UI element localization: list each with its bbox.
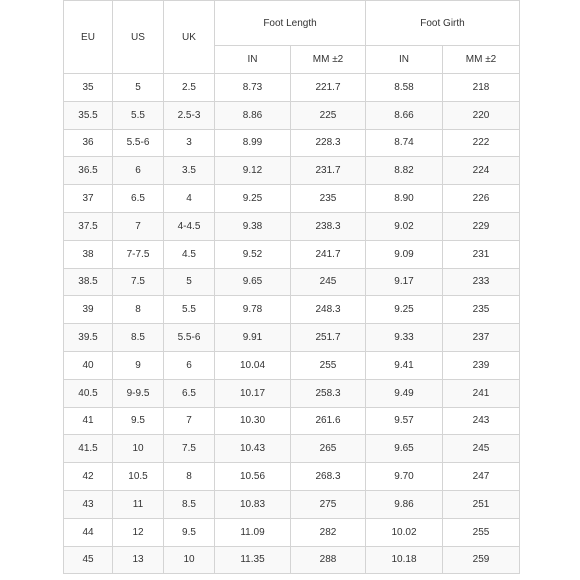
cell-eu: 35.5 bbox=[64, 101, 113, 129]
cell-us: 8 bbox=[113, 296, 164, 324]
cell-foot-girth-mm: 243 bbox=[443, 407, 520, 435]
cell-foot-girth-in: 9.86 bbox=[366, 490, 443, 518]
cell-foot-length-in: 10.83 bbox=[215, 490, 291, 518]
cell-foot-girth-in: 9.17 bbox=[366, 268, 443, 296]
cell-foot-girth-mm: 224 bbox=[443, 157, 520, 185]
cell-us: 5.5-6 bbox=[113, 129, 164, 157]
cell-eu: 39.5 bbox=[64, 324, 113, 352]
cell-eu: 36.5 bbox=[64, 157, 113, 185]
cell-foot-length-mm: 268.3 bbox=[291, 463, 366, 491]
cell-eu: 44 bbox=[64, 518, 113, 546]
cell-foot-length-in: 9.25 bbox=[215, 185, 291, 213]
cell-foot-girth-mm: 229 bbox=[443, 212, 520, 240]
cell-foot-length-in: 8.99 bbox=[215, 129, 291, 157]
cell-eu: 36 bbox=[64, 129, 113, 157]
cell-foot-girth-in: 8.82 bbox=[366, 157, 443, 185]
cell-foot-girth-mm: 241 bbox=[443, 379, 520, 407]
cell-us: 5 bbox=[113, 74, 164, 102]
cell-us: 5.5 bbox=[113, 101, 164, 129]
cell-eu: 39 bbox=[64, 296, 113, 324]
cell-uk: 6 bbox=[164, 351, 215, 379]
cell-foot-girth-in: 9.02 bbox=[366, 212, 443, 240]
header-foot-length: Foot Length bbox=[215, 1, 366, 46]
cell-foot-girth-in: 9.41 bbox=[366, 351, 443, 379]
cell-foot-length-mm: 282 bbox=[291, 518, 366, 546]
cell-foot-girth-mm: 220 bbox=[443, 101, 520, 129]
table-row bbox=[64, 490, 520, 518]
cell-foot-girth-mm: 251 bbox=[443, 490, 520, 518]
cell-foot-length-mm: 228.3 bbox=[291, 129, 366, 157]
table-row bbox=[64, 296, 520, 324]
cell-foot-length-mm: 258.3 bbox=[291, 379, 366, 407]
cell-uk: 7 bbox=[164, 407, 215, 435]
cell-us: 7 bbox=[113, 212, 164, 240]
header-foot-girth-in: IN bbox=[366, 46, 443, 74]
cell-eu: 43 bbox=[64, 490, 113, 518]
cell-uk: 8 bbox=[164, 463, 215, 491]
table-row bbox=[64, 463, 520, 491]
table-row bbox=[64, 212, 520, 240]
cell-foot-length-mm: 265 bbox=[291, 435, 366, 463]
cell-uk: 10 bbox=[164, 546, 215, 574]
cell-uk: 4 bbox=[164, 185, 215, 213]
cell-us: 6.5 bbox=[113, 185, 164, 213]
cell-eu: 41 bbox=[64, 407, 113, 435]
cell-eu: 38.5 bbox=[64, 268, 113, 296]
cell-foot-girth-in: 10.18 bbox=[366, 546, 443, 574]
header-us: US bbox=[113, 1, 164, 74]
cell-foot-girth-mm: 218 bbox=[443, 74, 520, 102]
table-row bbox=[64, 240, 520, 268]
header-eu: EU bbox=[64, 1, 113, 74]
cell-foot-length-in: 9.65 bbox=[215, 268, 291, 296]
cell-foot-length-mm: 231.7 bbox=[291, 157, 366, 185]
cell-foot-girth-in: 8.58 bbox=[366, 74, 443, 102]
cell-foot-length-mm: 275 bbox=[291, 490, 366, 518]
cell-foot-length-mm: 238.3 bbox=[291, 212, 366, 240]
cell-uk: 5.5 bbox=[164, 296, 215, 324]
cell-us: 11 bbox=[113, 490, 164, 518]
cell-foot-girth-in: 8.90 bbox=[366, 185, 443, 213]
cell-eu: 37 bbox=[64, 185, 113, 213]
cell-us: 9-9.5 bbox=[113, 379, 164, 407]
cell-eu: 42 bbox=[64, 463, 113, 491]
cell-us: 7-7.5 bbox=[113, 240, 164, 268]
table-row bbox=[64, 546, 520, 574]
table-row bbox=[64, 268, 520, 296]
cell-us: 9 bbox=[113, 351, 164, 379]
cell-foot-girth-mm: 247 bbox=[443, 463, 520, 491]
cell-foot-length-in: 10.56 bbox=[215, 463, 291, 491]
table-row bbox=[64, 129, 520, 157]
cell-foot-girth-in: 10.02 bbox=[366, 518, 443, 546]
cell-foot-girth-in: 9.25 bbox=[366, 296, 443, 324]
cell-us: 10 bbox=[113, 435, 164, 463]
cell-eu: 45 bbox=[64, 546, 113, 574]
cell-foot-length-in: 8.86 bbox=[215, 101, 291, 129]
cell-foot-length-in: 10.17 bbox=[215, 379, 291, 407]
cell-foot-length-in: 11.35 bbox=[215, 546, 291, 574]
cell-foot-length-mm: 288 bbox=[291, 546, 366, 574]
cell-foot-girth-in: 9.33 bbox=[366, 324, 443, 352]
cell-foot-girth-in: 8.74 bbox=[366, 129, 443, 157]
cell-foot-length-in: 9.52 bbox=[215, 240, 291, 268]
header-foot-length-mm: MM ±2 bbox=[291, 46, 366, 74]
cell-foot-girth-in: 9.70 bbox=[366, 463, 443, 491]
cell-us: 6 bbox=[113, 157, 164, 185]
cell-foot-length-mm: 251.7 bbox=[291, 324, 366, 352]
cell-eu: 38 bbox=[64, 240, 113, 268]
cell-foot-length-in: 9.91 bbox=[215, 324, 291, 352]
header-foot-girth-mm: MM ±2 bbox=[443, 46, 520, 74]
table-row bbox=[64, 351, 520, 379]
cell-foot-length-mm: 241.7 bbox=[291, 240, 366, 268]
cell-uk: 7.5 bbox=[164, 435, 215, 463]
cell-foot-girth-in: 9.57 bbox=[366, 407, 443, 435]
cell-foot-girth-in: 9.65 bbox=[366, 435, 443, 463]
cell-foot-length-mm: 261.6 bbox=[291, 407, 366, 435]
cell-foot-girth-mm: 255 bbox=[443, 518, 520, 546]
cell-uk: 4.5 bbox=[164, 240, 215, 268]
cell-foot-length-in: 8.73 bbox=[215, 74, 291, 102]
header-row bbox=[64, 1, 520, 46]
cell-us: 10.5 bbox=[113, 463, 164, 491]
cell-foot-girth-mm: 245 bbox=[443, 435, 520, 463]
cell-foot-girth-mm: 233 bbox=[443, 268, 520, 296]
cell-uk: 3 bbox=[164, 129, 215, 157]
cell-foot-girth-mm: 237 bbox=[443, 324, 520, 352]
cell-foot-girth-in: 9.49 bbox=[366, 379, 443, 407]
header-foot-girth: Foot Girth bbox=[366, 1, 520, 46]
table-row bbox=[64, 407, 520, 435]
cell-eu: 40.5 bbox=[64, 379, 113, 407]
cell-uk: 8.5 bbox=[164, 490, 215, 518]
cell-foot-length-in: 10.30 bbox=[215, 407, 291, 435]
cell-foot-length-mm: 245 bbox=[291, 268, 366, 296]
cell-foot-girth-mm: 235 bbox=[443, 296, 520, 324]
cell-uk: 4-4.5 bbox=[164, 212, 215, 240]
cell-foot-length-mm: 235 bbox=[291, 185, 366, 213]
cell-uk: 3.5 bbox=[164, 157, 215, 185]
cell-us: 7.5 bbox=[113, 268, 164, 296]
cell-foot-length-in: 10.04 bbox=[215, 351, 291, 379]
cell-uk: 6.5 bbox=[164, 379, 215, 407]
cell-foot-girth-mm: 239 bbox=[443, 351, 520, 379]
cell-us: 13 bbox=[113, 546, 164, 574]
cell-foot-length-in: 10.43 bbox=[215, 435, 291, 463]
cell-eu: 35 bbox=[64, 74, 113, 102]
cell-foot-length-in: 9.78 bbox=[215, 296, 291, 324]
table-row bbox=[64, 74, 520, 102]
cell-foot-girth-in: 8.66 bbox=[366, 101, 443, 129]
table-row bbox=[64, 185, 520, 213]
cell-foot-length-in: 11.09 bbox=[215, 518, 291, 546]
cell-foot-girth-mm: 226 bbox=[443, 185, 520, 213]
header-foot-length-in: IN bbox=[215, 46, 291, 74]
table-row bbox=[64, 518, 520, 546]
cell-foot-girth-mm: 222 bbox=[443, 129, 520, 157]
table-row bbox=[64, 157, 520, 185]
cell-eu: 37.5 bbox=[64, 212, 113, 240]
cell-us: 12 bbox=[113, 518, 164, 546]
cell-foot-length-mm: 221.7 bbox=[291, 74, 366, 102]
cell-eu: 40 bbox=[64, 351, 113, 379]
header-uk: UK bbox=[164, 1, 215, 74]
table-row bbox=[64, 324, 520, 352]
table-row bbox=[64, 101, 520, 129]
shoe-size-chart-table bbox=[63, 0, 520, 574]
cell-us: 8.5 bbox=[113, 324, 164, 352]
cell-foot-girth-in: 9.09 bbox=[366, 240, 443, 268]
cell-foot-length-in: 9.12 bbox=[215, 157, 291, 185]
cell-foot-length-mm: 255 bbox=[291, 351, 366, 379]
cell-foot-girth-mm: 231 bbox=[443, 240, 520, 268]
cell-uk: 5.5-6 bbox=[164, 324, 215, 352]
cell-uk: 5 bbox=[164, 268, 215, 296]
cell-eu: 41.5 bbox=[64, 435, 113, 463]
cell-foot-length-in: 9.38 bbox=[215, 212, 291, 240]
size-rows bbox=[64, 74, 520, 574]
cell-us: 9.5 bbox=[113, 407, 164, 435]
cell-uk: 2.5 bbox=[164, 74, 215, 102]
table-row bbox=[64, 435, 520, 463]
cell-uk: 2.5-3 bbox=[164, 101, 215, 129]
table-row bbox=[64, 379, 520, 407]
cell-foot-girth-mm: 259 bbox=[443, 546, 520, 574]
cell-uk: 9.5 bbox=[164, 518, 215, 546]
cell-foot-length-mm: 225 bbox=[291, 101, 366, 129]
cell-foot-length-mm: 248.3 bbox=[291, 296, 366, 324]
